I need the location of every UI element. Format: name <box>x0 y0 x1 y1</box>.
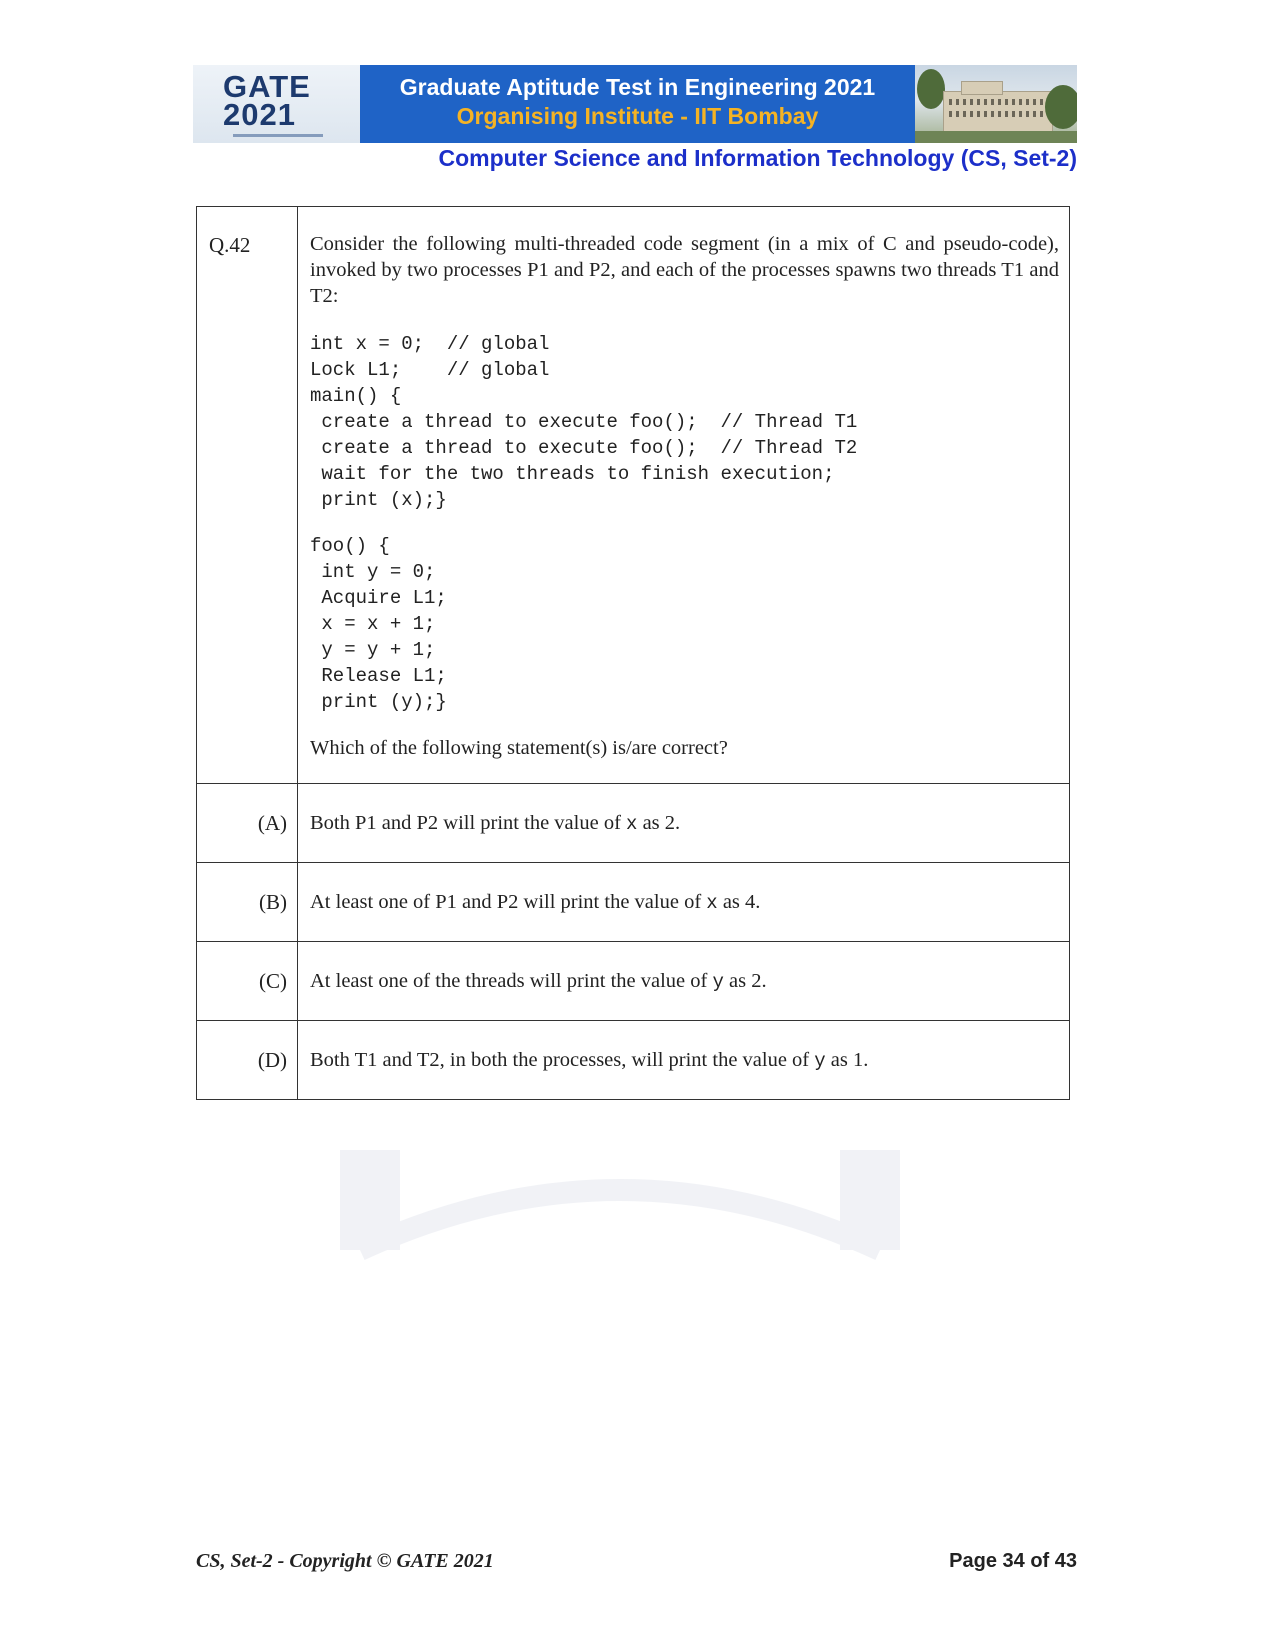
option-text <box>298 863 1070 942</box>
option-label: (B) <box>197 863 298 942</box>
option-text-post: as 2. <box>723 969 767 992</box>
option-text <box>298 1021 1070 1100</box>
footer-copyright: CS, Set-2 - Copyright © GATE 2021 <box>196 1550 494 1572</box>
question-table <box>196 206 1070 1100</box>
institute-watermark <box>320 1110 920 1260</box>
page-number: Page 34 of 43 <box>949 1550 1077 1572</box>
option-label: (D) <box>197 1021 298 1100</box>
option-row <box>197 863 1070 942</box>
option-text <box>298 784 1070 863</box>
subject-title: Computer Science and Information Technology (CS, Set-2) <box>438 145 1077 171</box>
question-prompt: Which of the following statement(s) is/are correct? <box>310 737 728 759</box>
option-text-pre: Both P1 and P2 will print the value of <box>310 811 627 834</box>
banner-title: Graduate Aptitude Test in Engineering 2021 <box>399 74 876 100</box>
question-body <box>298 207 1070 784</box>
option-text <box>298 942 1070 1021</box>
option-variable: x <box>626 812 638 835</box>
option-text-post: as 4. <box>717 890 761 913</box>
code-block-foo: foo() { int y = 0; Acquire L1; x = x + 1; y = y + 1; Release L1; print (y);} <box>310 535 447 713</box>
gate-logo <box>193 65 360 143</box>
option-variable: y <box>814 1049 826 1072</box>
question-intro: Consider the following multi-threaded code segment (in a mix of C and pseudo-code), invoked by two processes P1 and P2, and each of the processes spawns two threads T1 and T2: <box>310 233 1059 307</box>
option-row <box>197 784 1070 863</box>
option-text-pre: At least one of P1 and P2 will print the value of <box>310 890 707 913</box>
option-text-pre: At least one of the threads will print the value of <box>310 969 713 992</box>
option-variable: y <box>712 970 724 993</box>
question-row <box>197 207 1070 784</box>
option-text-post: as 2. <box>637 811 681 834</box>
option-variable: x <box>706 891 718 914</box>
option-text-post: as 1. <box>825 1048 869 1071</box>
banner-title-box <box>360 65 915 143</box>
option-row <box>197 1021 1070 1100</box>
logo-tagline-decoration <box>233 134 323 137</box>
logo-text-gate: GATE <box>223 69 311 104</box>
question-number: Q.42 <box>197 207 298 784</box>
campus-building-image <box>915 65 1077 143</box>
banner-subtitle: Organising Institute - IIT Bombay <box>456 103 819 129</box>
logo-text-year: 2021 <box>223 97 296 132</box>
option-row <box>197 942 1070 1021</box>
option-label: (A) <box>197 784 298 863</box>
header-banner <box>193 65 1077 143</box>
code-block-main: int x = 0; // global Lock L1; // global main() { create a thread to execute foo(); // Thread T1 create a thread to execute foo(); // Thread T2 wait for the two threads to finish execution; print (x);} <box>310 333 858 511</box>
option-text-pre: Both T1 and T2, in both the processes, will print the value of <box>310 1048 815 1071</box>
option-label: (C) <box>197 942 298 1021</box>
